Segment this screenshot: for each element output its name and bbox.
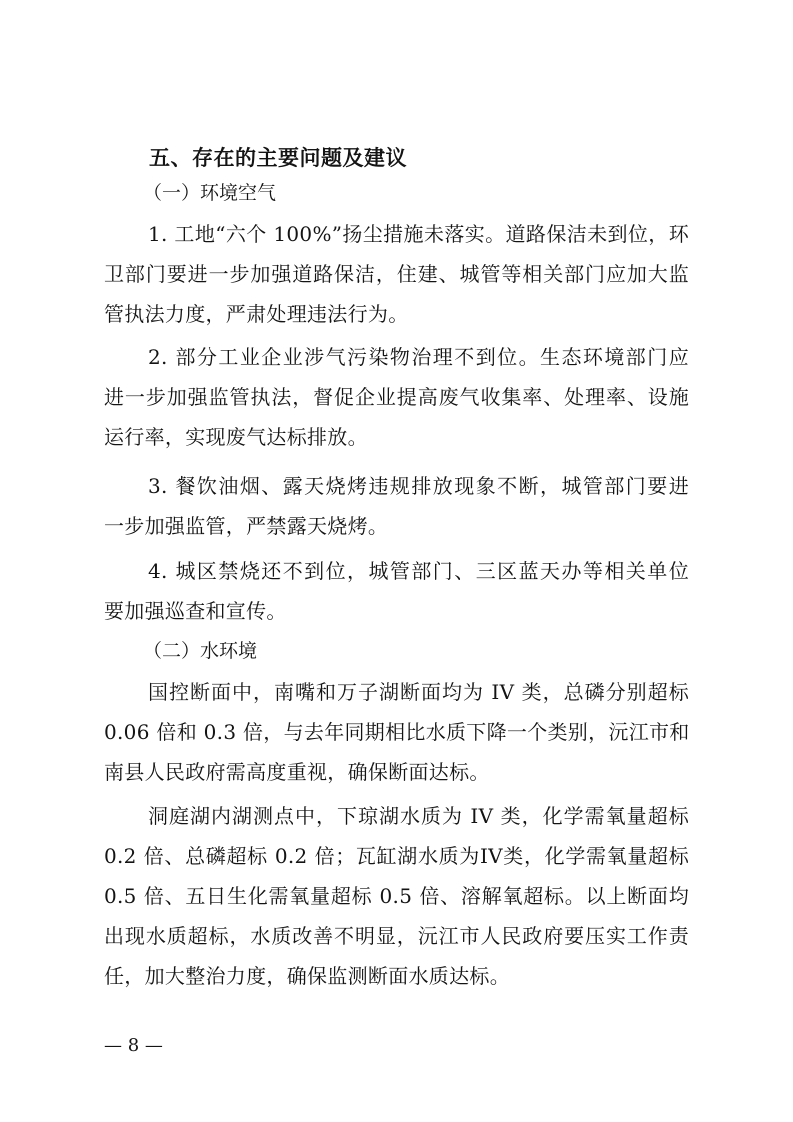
text-line: 运行率，实现废气达标排放。 xyxy=(104,425,368,449)
text-line: 要加强巡查和宣传。 xyxy=(104,599,287,623)
text-line: 出现水质超标，水质改善不明显，沅江市人民政府要压实工作责 xyxy=(104,924,689,948)
text-line: 进一步加强监管执法，督促企业提高废气收集率、处理率、设施 xyxy=(104,385,689,409)
paragraph-air-3 xyxy=(104,466,689,546)
text-line: 0.2 倍、总磷超标 0.2 倍；瓦缸湖水质为IV类，化学需氧量超标 xyxy=(104,844,689,868)
text-line: 一步加强监管，严禁露天烧烤。 xyxy=(104,514,389,538)
paragraph-air-2 xyxy=(104,337,689,457)
subsection-title-air: （一）环境空气 xyxy=(143,182,277,204)
text-line: 0.06 倍和 0.3 倍，与去年同期相比水质下降一个类别，沅江市和 xyxy=(104,720,690,744)
text-line: 管执法力度，严肃处理违法行为。 xyxy=(104,302,409,326)
text-line: 2. 部分工业企业涉气污染物治理不到位。生态环境部门应 xyxy=(148,345,689,369)
paragraph-water-2 xyxy=(104,796,689,996)
page-number: — 8 — xyxy=(104,1035,163,1056)
paragraph-air-4 xyxy=(104,551,689,631)
paragraph-air-1 xyxy=(104,214,689,334)
text-line: 国控断面中，南嘴和万子湖断面均为 IV 类，总磷分别超标 xyxy=(148,680,689,704)
text-line: 卫部门要进一步加强道路保洁，住建、城管等相关部门应加大监 xyxy=(104,262,689,286)
subsection-title-water: （二）水环境 xyxy=(143,640,258,662)
paragraph-water-1 xyxy=(104,672,689,792)
text-line: 4. 城区禁烧还不到位，城管部门、三区蓝天办等相关单位 xyxy=(148,559,689,583)
text-line: 0.5 倍、五日生化需氧量超标 0.5 倍、溶解氧超标。以上断面均 xyxy=(104,884,689,908)
text-line: 洞庭湖内湖测点中，下琼湖水质为 IV 类，化学需氧量超标 xyxy=(148,804,689,828)
text-line: 任，加大整治力度，确保监测断面水质达标。 xyxy=(104,964,510,988)
text-line: 3. 餐饮油烟、露天烧烤违规排放现象不断，城管部门要进 xyxy=(148,474,689,498)
text-line: 1. 工地“六个 100%”扬尘措施未落实。道路保洁未到位，环 xyxy=(148,222,689,246)
text-line: 南县人民政府需高度重视，确保断面达标。 xyxy=(104,760,490,784)
section-heading: 五、存在的主要问题及建议 xyxy=(149,146,407,170)
